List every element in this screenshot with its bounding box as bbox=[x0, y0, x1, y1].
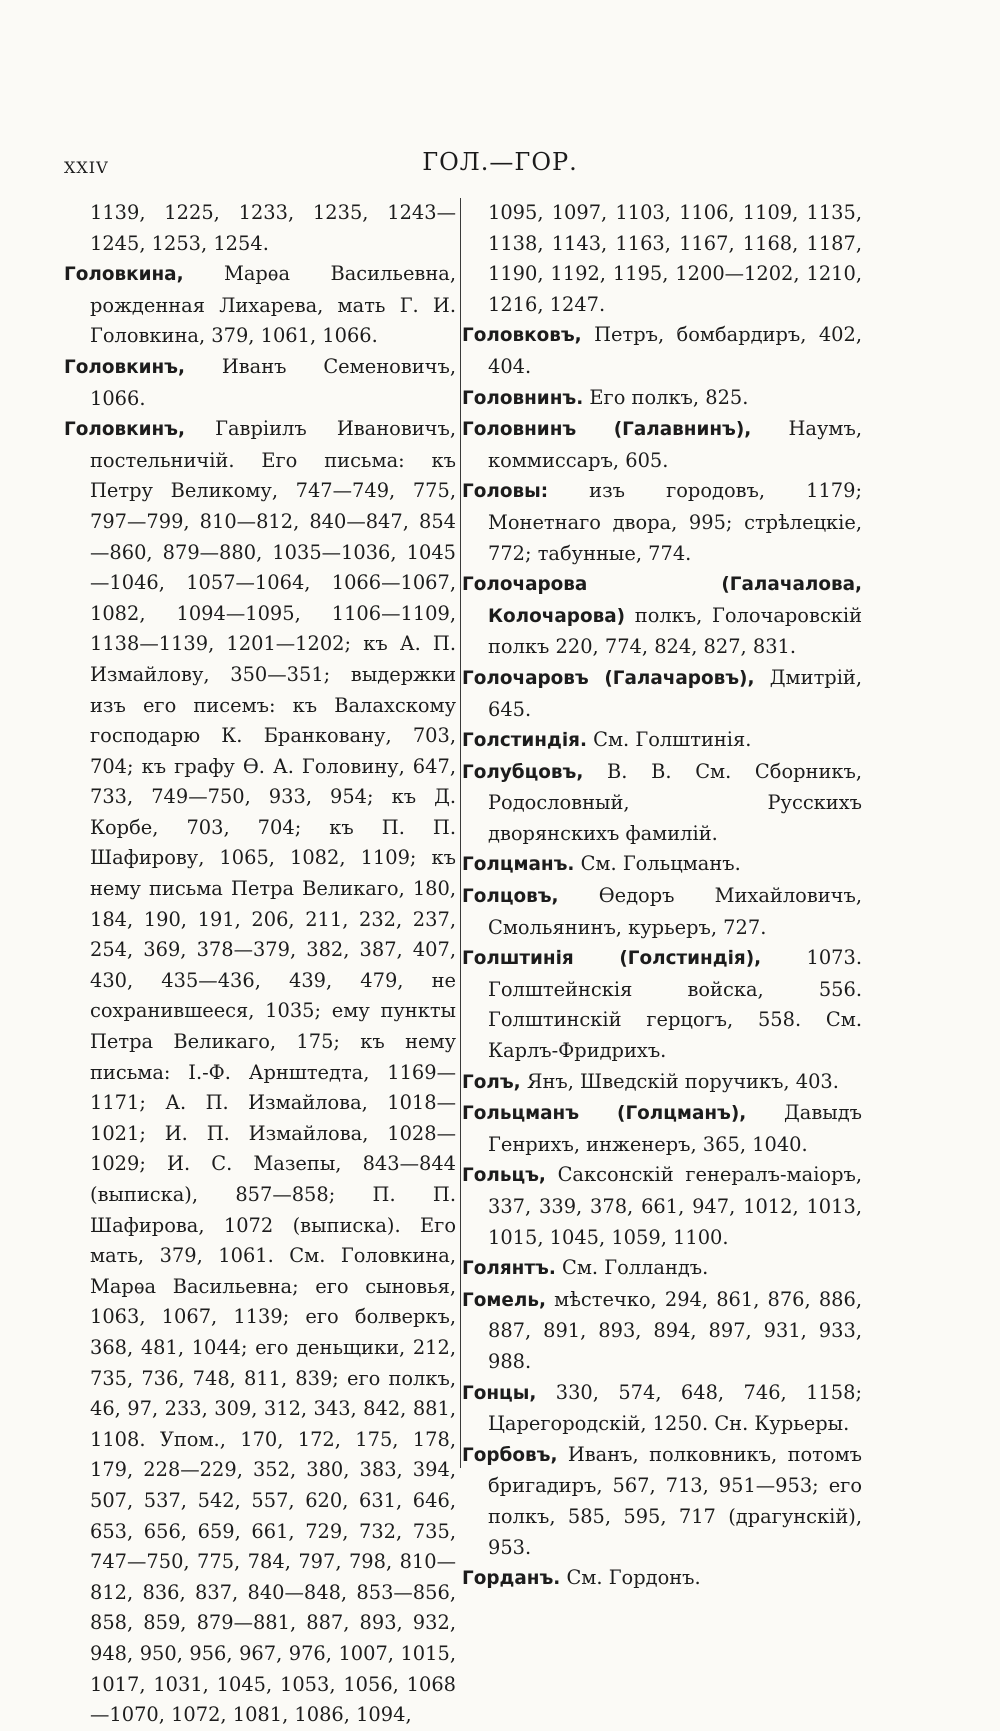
entry-head: Гомель, bbox=[462, 1289, 546, 1311]
entry-head: Голштинія (Голстиндія), bbox=[462, 948, 762, 970]
index-entry: Головы: изъ городовъ, 1179; Монетнаго двора, 995; стрѣлецкіе, 772; табунные, 774. bbox=[462, 479, 862, 565]
index-entry: 1139, 1225, 1233, 1235, 1243—1245, 1253, 1254. bbox=[90, 201, 456, 255]
entry-head: Гонцы, bbox=[462, 1382, 537, 1404]
running-head: ГОЛ.—ГОР. bbox=[422, 148, 578, 176]
index-entry: Головкинъ, Иванъ Семеновичъ, 1066. bbox=[64, 354, 456, 410]
entry-head: Головкина, bbox=[64, 264, 184, 286]
index-entry: Голочаровъ (Галачаровъ), Дмитрій, 645. bbox=[462, 665, 862, 721]
entry-head: Горбовъ, bbox=[462, 1444, 558, 1466]
right-column bbox=[462, 198, 862, 1595]
index-entry: Головкина, Марѳа Васильевна, рожденная Лихарева, мать Г. И. Головкина, 379, 1061, 1066. bbox=[64, 262, 456, 348]
index-entry: Головкинъ, Гавріилъ Ивановичъ, постельничій. Его письма: къ Петру Великому, 747—749, 775, 797—799, 810—812, 840—847, 854—860, 879—880, 1035—1036, 1045—1046, 1057—1064, 1066—1067, 1082, 1094—1095, 1106—1109, 1138—1139, 1201—1202; къ А. П. Измайлову, 350—351; выдержки изъ его писемъ: къ Валахскому господарю К. Бранковану, 703, 704; къ графу Ѳ. А. Головину, 647, 733, 749—750, 933, 954; къ Д. Корбе, 703, 704; къ П. П. Шафирову, 1065, 1082, 1109; къ нему письма Петра Великаго, 180, 184, 190, 191, 206, 211, 232, 237, 254, 369, 378—379, 382, 387, 407, 430, 435—436, 439, 479, не сохранившееся, 1035; ему пункты Петра Великаго, 175; къ нему письма: І.-Ф. Арнштедта, 1169—1171; А. П. Измайлова, 1018—1021; И. П. Измайлова, 1028—1029; И. С. Мазепы, 843—844 (выписка), 857—858; П. П. Шафирова, 1072 (выписка). Его мать, 379, 1061. См. Головкина, Марѳа Васильевна; его сыновья, 1063, 1067, 1139; его болверкъ, 368, 481, 1044; его деньщики, 212, 735, 736, 748, 811, 839; его полкъ, 46, 97, 233, 309, 312, 343, 842, 881, 1108. Упом., 170, 172, 175, 178, 179, 228—229, 352, 380, 383, 394, 507, 537, 542, 557, 620, 631, 646, 653, 656, 659, 661, 729, 732, 735, 747—750, 775, 784, 797, 798, 810—812, 836, 837, 840—848, 853—856, 858, 859, 879—881, 887, 893, 932, 948, 950, 956, 967, 976, 1007, 1015, 1017, 1031, 1045, 1053, 1056, 1068—1070, 1072, 1081, 1086, 1094, bbox=[64, 417, 456, 1727]
column-divider bbox=[460, 198, 461, 1468]
page-number: XXIV bbox=[64, 158, 109, 177]
index-entry: Гомель, мѣстечко, 294, 861, 876, 886, 887, 891, 893, 894, 897, 931, 933, 988. bbox=[462, 1287, 863, 1373]
entry-head: Головковъ, bbox=[462, 325, 582, 347]
index-entry: Голянтъ. См. Голландъ. bbox=[462, 1256, 709, 1280]
index-entry: Голстиндія. См. Голштинія. bbox=[462, 728, 752, 752]
index-entry: Головнинъ. Его полкъ, 825. bbox=[462, 385, 749, 409]
index-entry: Голцовъ, Ѳедоръ Михайловичъ, Смольянинъ, курьеръ, 727. bbox=[462, 884, 862, 939]
index-entry: Горданъ. См. Гордонъ. bbox=[462, 1566, 701, 1590]
left-column bbox=[64, 198, 456, 1731]
index-entry: Голцманъ. См. Гольцманъ. bbox=[462, 852, 741, 876]
entry-head: Гольцъ, bbox=[462, 1165, 546, 1187]
index-entry: Головнинъ (Галавнинъ), Наумъ, коммиссаръ, 605. bbox=[462, 417, 862, 472]
index-entry: Горбовъ, Иванъ, полковникъ, потомъ бригадиръ, 567, 713, 951—953; его полкъ, 585, 595, 717 (драгунскій), 953. bbox=[462, 1442, 863, 1559]
index-entry: Голъ, Янъ, Шведскій поручикъ, 403. bbox=[462, 1069, 839, 1093]
index-entry: Гольцманъ (Голцманъ), Давыдъ Генрихъ, инженеръ, 365, 1040. bbox=[462, 1101, 862, 1156]
index-entry: Голубцовъ, В. В. См. Сборникъ, Родословный, Русскихъ дворянскихъ фамилій. bbox=[462, 759, 863, 845]
entry-head: Голочарова (Галачалова, Колочарова) bbox=[462, 574, 862, 627]
entry-head: Голстиндія. bbox=[462, 730, 587, 752]
entry-head: Голубцовъ, bbox=[462, 761, 584, 783]
entry-head: Голъ, bbox=[462, 1071, 521, 1093]
entry-head: Горданъ. bbox=[462, 1568, 561, 1590]
index-entry: Гонцы, 330, 574, 648, 746, 1158; Царегородскій, 1250. Сн. Курьеры. bbox=[462, 1380, 862, 1436]
entry-head: Гольцманъ (Голцманъ), bbox=[462, 1103, 747, 1125]
entry-head: Головнинъ. bbox=[462, 387, 584, 409]
index-entry: Головковъ, Петръ, бомбардиръ, 402, 404. bbox=[462, 323, 862, 378]
entry-head: Голочаровъ (Галачаровъ), bbox=[462, 667, 755, 689]
entry-head: Голянтъ. bbox=[462, 1258, 556, 1280]
index-entry: Голштинія (Голстиндія), 1073. Голштейнскія войска, 556. Голштинскій герцогъ, 558. См. Карлъ-Фридрихъ. bbox=[462, 946, 862, 1063]
index-entry: Гольцъ, Саксонскій генералъ-маіоръ, 337, 339, 378, 661, 947, 1012, 1013, 1015, 1045, 1059, 1100. bbox=[462, 1163, 862, 1249]
entry-head: Головкинъ, bbox=[64, 419, 185, 441]
entry-head: Головкинъ, bbox=[64, 356, 185, 378]
entry-head: Головы: bbox=[462, 481, 549, 503]
index-entry: 1095, 1097, 1103, 1106, 1109, 1135, 1138, 1143, 1163, 1167, 1168, 1187, 1190, 1192, 1195, 1200—1202, 1210, 1216, 1247. bbox=[488, 201, 862, 316]
entry-head: Головнинъ (Галавнинъ), bbox=[462, 419, 752, 441]
entry-head: Голцманъ. bbox=[462, 854, 575, 876]
entry-head: Голцовъ, bbox=[462, 886, 559, 908]
index-entry: Голочарова (Галачалова, Колочарова) полкъ, Голочаровскій полкъ 220, 774, 824, 827, 831. bbox=[462, 574, 862, 659]
